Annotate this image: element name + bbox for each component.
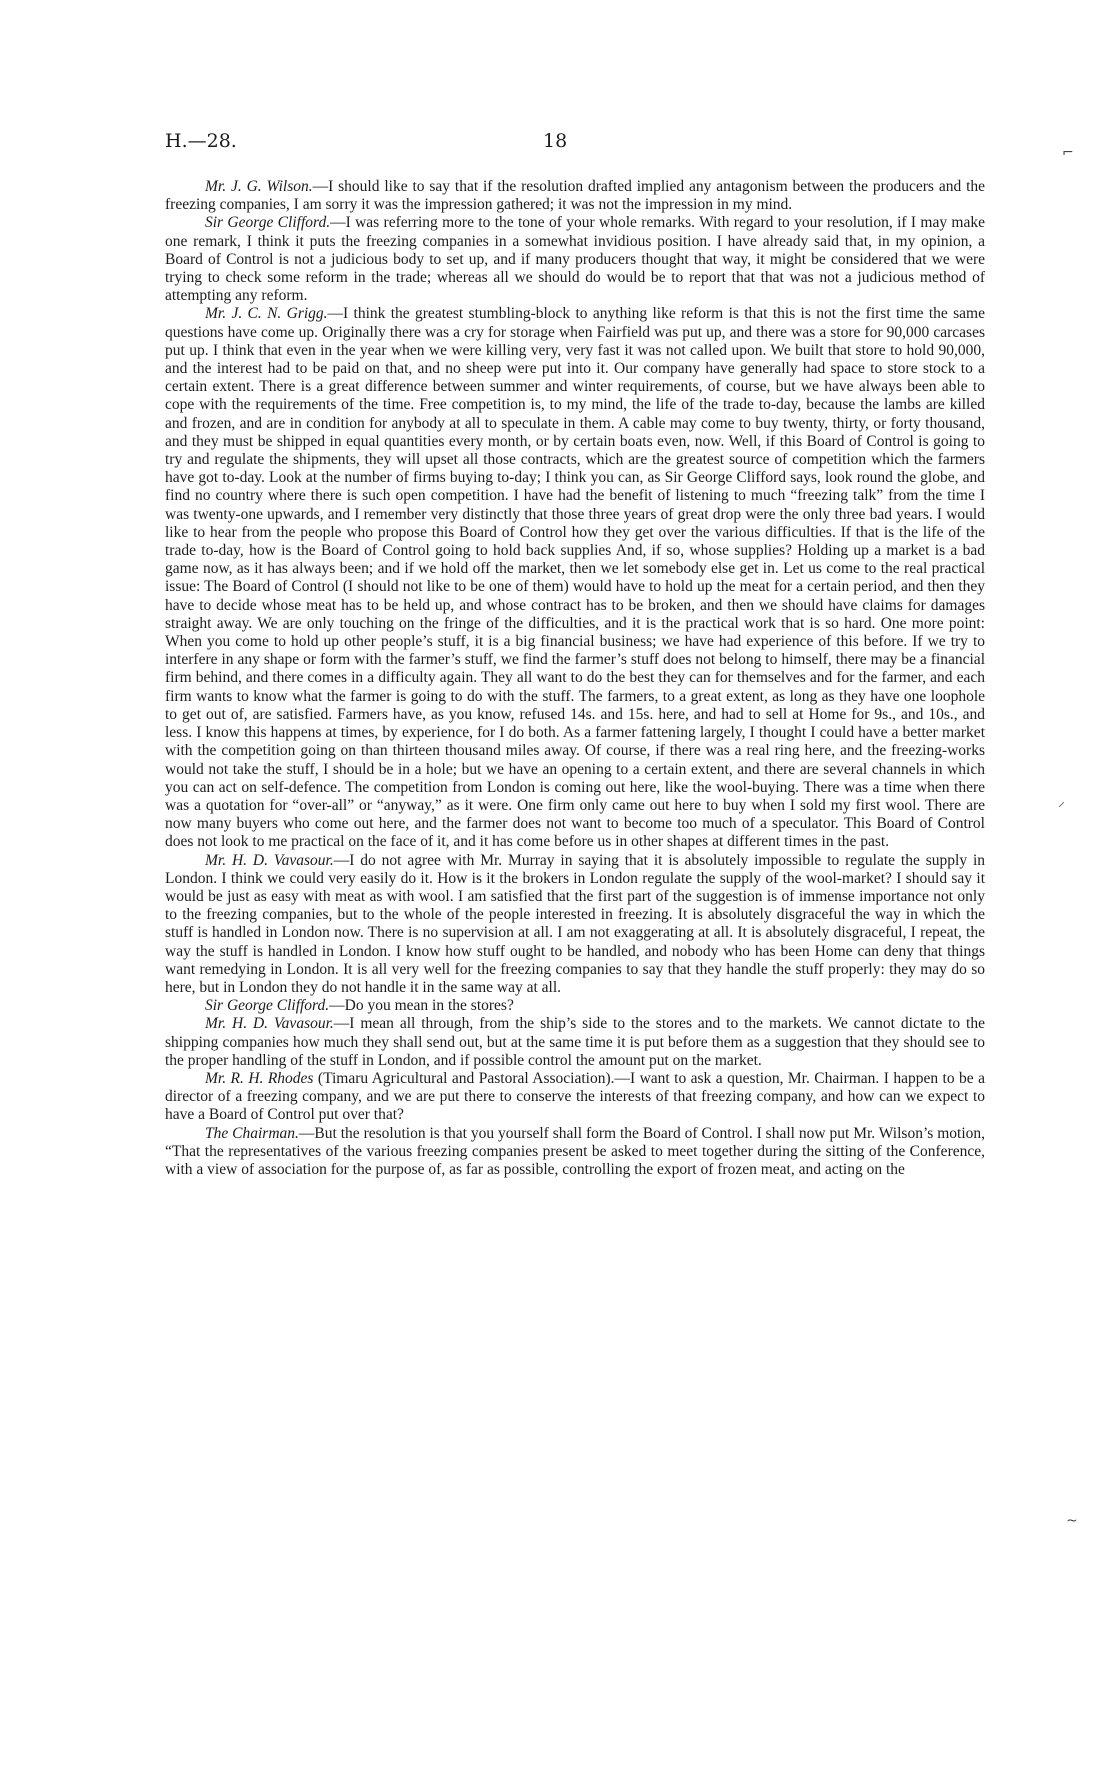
paragraph bbox=[165, 1015, 985, 1070]
paragraph-text: —I do not agree with Mr. Murray in saying that it is absolutely impossible to regulate the supply in London. I think we could very easily do it. How is it the brokers in London regulate the supply of the wool-market? I should say it would be just as easy with meat as with wool. I am satisfied that the first part of the suggestion is of immense importance not only to the freezing companies, but to the whole of the people interested in freezing. It is absolutely disgraceful the way in which the stuff is handled in London now. There is no supervision at all. I am not exaggerating at all. It is absolutely disgraceful, I repeat, the way the stuff is handled in London. I know how stuff ought to be handled, and nobody who has been Home can deny that things want remedying in London. It is all very well for the freezing companies to say that they handle the stuff properly: they may do so here, but in London they do not handle it in the same way at all. bbox=[165, 851, 985, 996]
speaker-name: Mr. R. H. Rhodes bbox=[205, 1069, 314, 1087]
page-number: 18 bbox=[543, 130, 568, 152]
paragraph bbox=[165, 852, 985, 998]
speaker-name: Mr. H. D. Vavasour. bbox=[205, 1015, 334, 1033]
speaker-name: Sir George Clifford. bbox=[205, 214, 331, 232]
paragraph bbox=[165, 214, 985, 305]
document-reference: H.—28. bbox=[165, 130, 237, 152]
speaker-name: Mr. H. D. Vavasour. bbox=[205, 851, 334, 869]
paragraph-text: —Do you mean in the stores? bbox=[329, 997, 514, 1015]
margin-mark: ⌐ bbox=[1062, 145, 1074, 161]
document-body bbox=[165, 178, 985, 1179]
speaker-name: Sir George Clifford. bbox=[205, 997, 330, 1015]
speaker-name: Mr. J. C. N. Grigg. bbox=[205, 305, 328, 323]
paragraph-text: —I think the greatest stumbling-block to anything like reform is that this is not the first time the same questions have come up. Originally there was a cry for storage when Fairfield was put up, and there was a store for 90,000 carcases put up. I think that even in the year when we were killing very, very fast it was not called upon. We built that store to hold 90,000, and the interest had to be paid on that, and no sheep were put into it. Our company have generally had space to store stock to a certain extent. There is a great difference between summer and winter requirements, of course, but we have always been able to cope with the requirements of the time. Free competition is, to my mind, the life of the trade to-day, because the lambs are killed and frozen, and are in condition for anybody at all to speculate in them. A cable may come to buy twenty, thirty, or forty thousand, and they must be shipped in equal quantities every month, or by certain boats even, now. Well, if this Board of Control is going to try and regulate the shipments, they will upset all those contracts, which are the greatest source of competition which the farmers have got to-day. Look at the number of firms buying to-day; I think you can, as Sir George Clifford says, look round the globe, and find no country where there is such open competition. I have had the benefit of listening to much “freezing talk” from the time I was twenty-one upwards, and I remember very distinctly that those three years of great drop were the only three bad years. I would like to hear from the people who propose this Board of Control how they get over the various difficulties. If that is the life of the trade to-day, how is the Board of Control going to hold back supplies And, if so, whose supplies? Holding up a market is a bad game now, as it has always been; and if we hold off the market, then we let somebody else get in. Let us come to the real practical issue: The Board of Control (I should not like to be one of them) would have to hold up the meat for a certain period, and then they have to decide whose meat has to be held up, and whose contract has to be broken, and then we should have claims for damages straight away. We are only touching on the fringe of the difficulties, and it is the practical work that is so hard. One more point: When you come to hold up other people’s stuff, it is a big financial business; we have had experience of this before. If we try to interfere in any shape or form with the farmer’s stuff, we find the farmer’s stuff does not belong to himself, there may be a financial firm behind, and there comes in a difficulty again. They all want to do the best they can for themselves and for the farmer, and each firm wants to know what the farmer is going to do with the stuff. The farmers, to a great extent, as long as they have one loophole to get out of, are satisfied. Farmers have, as you know, refused 14s. and 15s. here, and had to sell at Home for 9s., and 10s., and less. I know this happens at times, by experience, for I do both. As a farmer fattening largely, I thought I could have a better market with the competition going on than thirteen thousand miles away. Of course, if there was a real ring here, and the freezing-works would not take the stuff, I should be in a hole; but we have an opening to a certain extent, and there are several channels in which you can act on self-defence. The competition from London is coming out here, like the wool-buying. There was a time when there was a quotation for “over-all” or “anyway,” as it were. One firm only came out here to buy when I sold my first wool. There are now many buyers who come out here, and the farmer does not want to become too much of a speculator. This Board of Control does not look to me practical on the face of it, and it has come before us in other shapes at different times in the past. bbox=[165, 305, 985, 851]
margin-mark: ~ bbox=[1066, 1513, 1078, 1529]
paragraph bbox=[165, 997, 985, 1015]
paragraph bbox=[165, 305, 985, 851]
paragraph bbox=[165, 1125, 985, 1180]
speaker-name: Mr. J. G. Wilson. bbox=[205, 178, 313, 195]
paragraph-text: —I mean all through, from the ship’s side to the stores and to the markets. We cannot dictate to the shipping companies how much they shall send out, but at the same time it is put before them as a suggestion that they should see to the proper handling of the stuff in London, and if possible control the amount put on the market. bbox=[165, 1015, 985, 1069]
paragraph-text: —I was referring more to the tone of your whole remarks. With regard to your resolution, if I may make one remark, I think it puts the freezing companies in a somewhat invidious position. I have already said that, in my opinion, a Board of Control is not a judicious body to set up, and if many producers thought that way, it might be considered that we were trying to check some reform in the trade; whereas all we should do would be to report that that was not a judicious method of attempting any reform. bbox=[165, 214, 985, 305]
paragraph-text: (Timaru Agricultural and Pastoral Association).—I want to ask a question, Mr. Chairman. I happen to be a director of a freezing company, and we are put there to conserve the interests of that freezing company, and how can we expect to have a Board of Control put over that? bbox=[165, 1069, 985, 1124]
speaker-name: The Chairman. bbox=[205, 1124, 299, 1142]
paragraph bbox=[165, 1070, 985, 1125]
paragraph bbox=[165, 178, 985, 214]
paragraph-text: —But the resolution is that you yourself shall form the Board of Control. I shall now put Mr. Wilson’s motion, “That the representatives of the various freezing companies present be asked to meet together during the sitting of the Conference, with a view of association for the purpose of, as far as possible, controlling the export of frozen meat, and acting on the bbox=[165, 1124, 985, 1178]
page-header bbox=[165, 130, 985, 160]
paragraph-text: —I should like to say that if the resolution drafted implied any antagonism between the producers and the freezing companies, I am sorry it was the impression gathered; it was not the impression in my mind. bbox=[165, 178, 986, 214]
margin-mark: ⸝ bbox=[1058, 794, 1065, 810]
